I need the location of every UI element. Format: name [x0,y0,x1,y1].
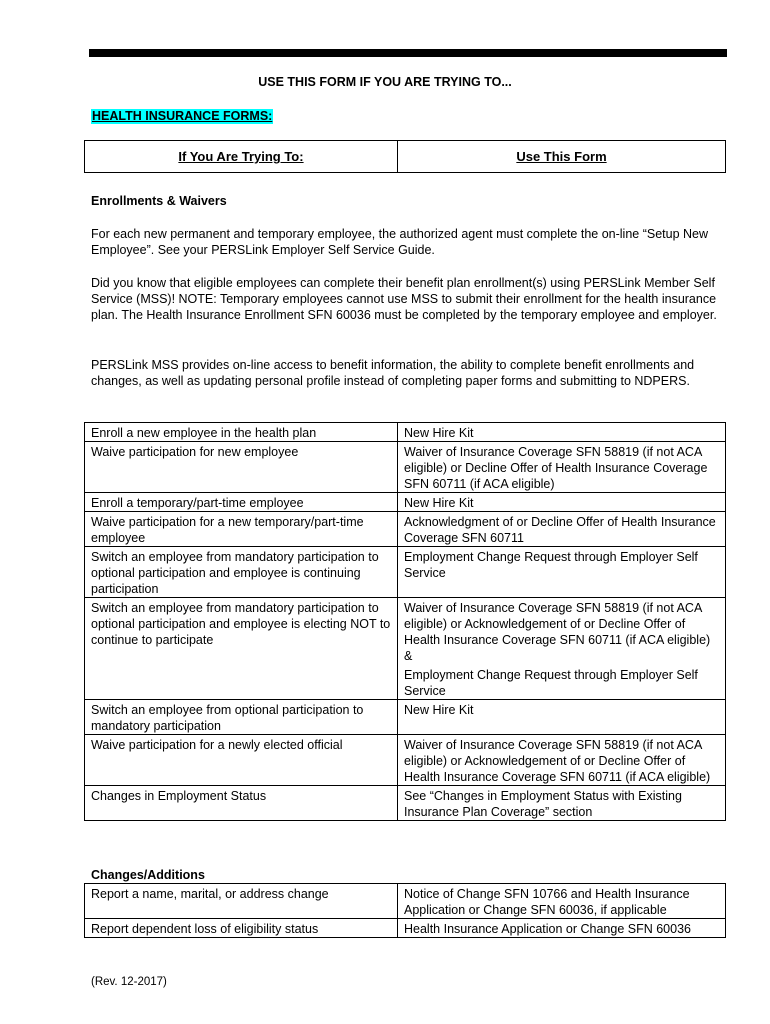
row-action: Switch an employee from mandatory participation to optional participation and employee is continuing participation [85,547,398,598]
section-heading-health-insurance: HEALTH INSURANCE FORMS: [92,109,273,123]
table-row [85,735,726,786]
row-form [398,598,726,700]
row-form: New Hire Kit [398,700,726,735]
enrollments-para-1: For each new permanent and temporary employee, the authorized agent must complete the on-line “Setup New Employee”. See your PERSLink Employer Self Service Guide. [91,227,709,257]
row-form: New Hire Kit [398,423,726,442]
row-action: Switch an employee from optional participation to mandatory participation [85,700,398,735]
table-row [85,442,726,493]
row-action: Enroll a temporary/part-time employee [85,493,398,512]
enrollments-para-3: PERSLink MSS provides on-line access to benefit information, the ability to complete benefit enrollments and changes, as well as updating personal profile instead of completing paper forms and submitting to NDPERS. [91,358,695,388]
row-form: New Hire Kit [398,493,726,512]
enrollments-para-2: Did you know that eligible employees can complete their benefit plan enrollment(s) using PERSLink Member Self Service (MSS)! NOTE: Temporary employees cannot use MSS to submit their enrollment for the health insurance plan. The Health Insurance Enrollment SFN 60036 must be completed by the temporary employee and employer. [91,276,717,322]
table-row [85,919,726,938]
row-form-part-1: Waiver of Insurance Coverage SFN 58819 (if not ACA eligible) or Acknowledgement of or Decline Offer of Health Insurance Coverage SFN 60711 (if ACA eligible) & [404,601,711,663]
enrollments-heading: Enrollments & Waivers [91,194,227,208]
row-form: Employment Change Request through Employer Self Service [398,547,726,598]
table-row [85,884,726,919]
table-row [85,547,726,598]
row-action: Waive participation for a newly elected official [85,735,398,786]
table-row [85,493,726,512]
row-action: Waive participation for a new temporary/part-time employee [85,512,398,547]
table-row [85,598,726,700]
header-table [84,140,726,173]
enrollments-table [84,422,726,821]
row-form: Waiver of Insurance Coverage SFN 58819 (if not ACA eligible) or Acknowledgement of or Decline Offer of Health Insurance Coverage SFN 60711 (if ACA eligible) [398,735,726,786]
row-action: Enroll a new employee in the health plan [85,423,398,442]
table-row [85,512,726,547]
top-rule [89,49,727,57]
page-title: USE THIS FORM IF YOU ARE TRYING TO... [258,75,512,89]
row-form: Waiver of Insurance Coverage SFN 58819 (if not ACA eligible) or Decline Offer of Health Insurance Coverage SFN 60711 (if ACA eligible) [398,442,726,493]
row-form: Acknowledgment of or Decline Offer of Health Insurance Coverage SFN 60711 [398,512,726,547]
row-action: Changes in Employment Status [85,786,398,821]
header-col-trying: If You Are Trying To: [85,141,398,172]
row-action: Report a name, marital, or address change [85,884,398,919]
row-form: Notice of Change SFN 10766 and Health Insurance Application or Change SFN 60036, if applicable [398,884,726,919]
row-form: See “Changes in Employment Status with Existing Insurance Plan Coverage” section [398,786,726,821]
table-row [85,786,726,821]
table-row [85,423,726,442]
header-col-form: Use This Form [516,149,607,164]
changes-heading: Changes/Additions [91,868,205,882]
row-action: Waive participation for new employee [85,442,398,493]
row-form: Health Insurance Application or Change SFN 60036 [398,919,726,938]
changes-table [84,883,726,938]
table-row [85,700,726,735]
row-form-part-2: Employment Change Request through Employer Self Service [404,668,698,698]
revision-footer: (Rev. 12-2017) [91,976,167,988]
row-action: Report dependent loss of eligibility status [85,919,398,938]
row-action: Switch an employee from mandatory participation to optional participation and employee is electing NOT to continue to participate [85,598,398,700]
